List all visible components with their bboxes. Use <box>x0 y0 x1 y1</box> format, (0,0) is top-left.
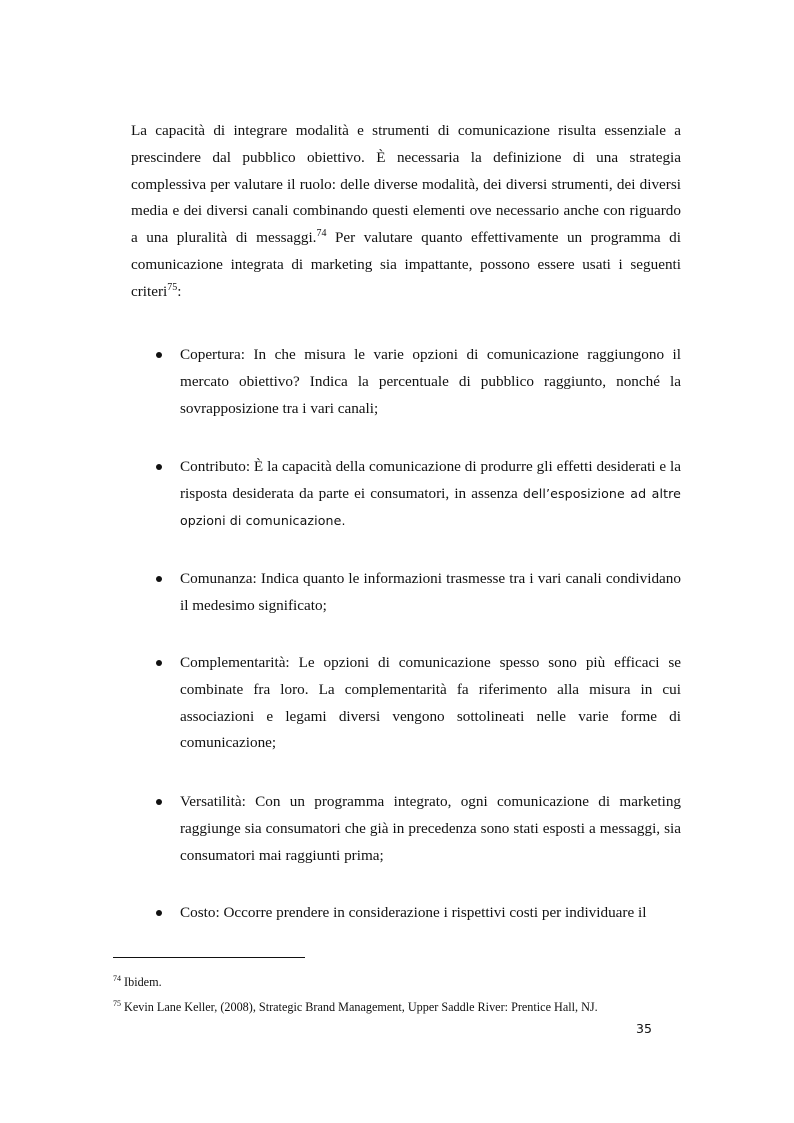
footnote-number: 74 <box>113 973 121 983</box>
list-item-text-main: Contributo: È la capacità della comunicazione di produrre gli effetti desiderati e la risposta desiderata da parte ei consumatori, in assenza <box>180 458 681 502</box>
footnote-text: Ibidem. <box>121 975 162 989</box>
list-item-text: Complementarità: Le opzioni di comunicazione spesso sono più efficaci se combinate fra loro. La complementarità fa riferimento alla misura in cui associazioni e legami diversi vengono sottolineati nelle varie forme di comunicazione; <box>180 654 681 752</box>
list-item-text: Versatilità: Con un programma integrato, ogni comunicazione di marketing raggiunge sia consumatori che già in precedenza sono stati esposti a messaggi, sia consumatori mai raggiunti prima; <box>180 793 681 864</box>
intro-text-part3: : <box>177 282 182 300</box>
bullet-icon <box>156 464 162 470</box>
list-item-versatilita <box>131 789 681 869</box>
footnote-number: 75 <box>113 998 121 1008</box>
list-item-contributo <box>131 454 681 534</box>
footnote-text: Kevin Lane Keller, (2008), Strategic Brand Management, Upper Saddle River: Prentice Hall, NJ. <box>121 1000 598 1014</box>
footnote-divider <box>113 957 305 958</box>
bullet-icon <box>156 660 162 666</box>
list-item-text-alt: dell’esposizione ad altre opzioni di comunicazione. <box>180 485 681 528</box>
footnote-ref-74[interactable]: 74 <box>316 228 327 240</box>
bullet-icon <box>156 910 162 916</box>
bullet-icon <box>156 576 162 582</box>
footnote-ref-75[interactable]: 75 <box>167 281 178 293</box>
bullet-icon <box>156 799 162 805</box>
footnote-75 <box>113 999 598 1015</box>
bullet-icon <box>156 352 162 358</box>
list-item-text <box>180 454 681 534</box>
intro-paragraph <box>131 118 681 306</box>
list-item-copertura <box>131 342 681 422</box>
intro-text-part1: La capacità di integrare modalità e strumenti di comunicazione risulta essenziale a prescindere dal pubblico obiettivo. È necessaria la definizione di una strategia complessiva per valutare il ruolo: delle diverse modalità, dei diversi strumenti, dei diversi media e dei diversi canali combinando questi elementi ove necessario anche con riguardo a una pluralità di messaggi. <box>131 122 681 247</box>
intro-text-part2: Per valutare quanto effettivamente un programma di comunicazione integrata di marketing sia impattante, possono essere usati i seguenti criteri <box>131 229 681 300</box>
list-item-text: Copertura: In che misura le varie opzioni di comunicazione raggiungono il mercato obiettivo? Indica la percentuale di pubblico raggiunto, nonché la sovrapposizione tra i vari canali; <box>180 346 681 417</box>
list-item-text: Costo: Occorre prendere in considerazione i rispettivi costi per individuare il <box>180 904 647 921</box>
page-number: 35 <box>636 1021 652 1036</box>
list-item-text: Comunanza: Indica quanto le informazioni trasmesse tra i vari canali condividano il medesimo significato; <box>180 570 681 614</box>
footnote-74 <box>113 974 162 990</box>
list-item-complementarita <box>131 650 681 757</box>
list-item-comunanza <box>131 566 681 620</box>
list-item-costo <box>131 900 681 927</box>
